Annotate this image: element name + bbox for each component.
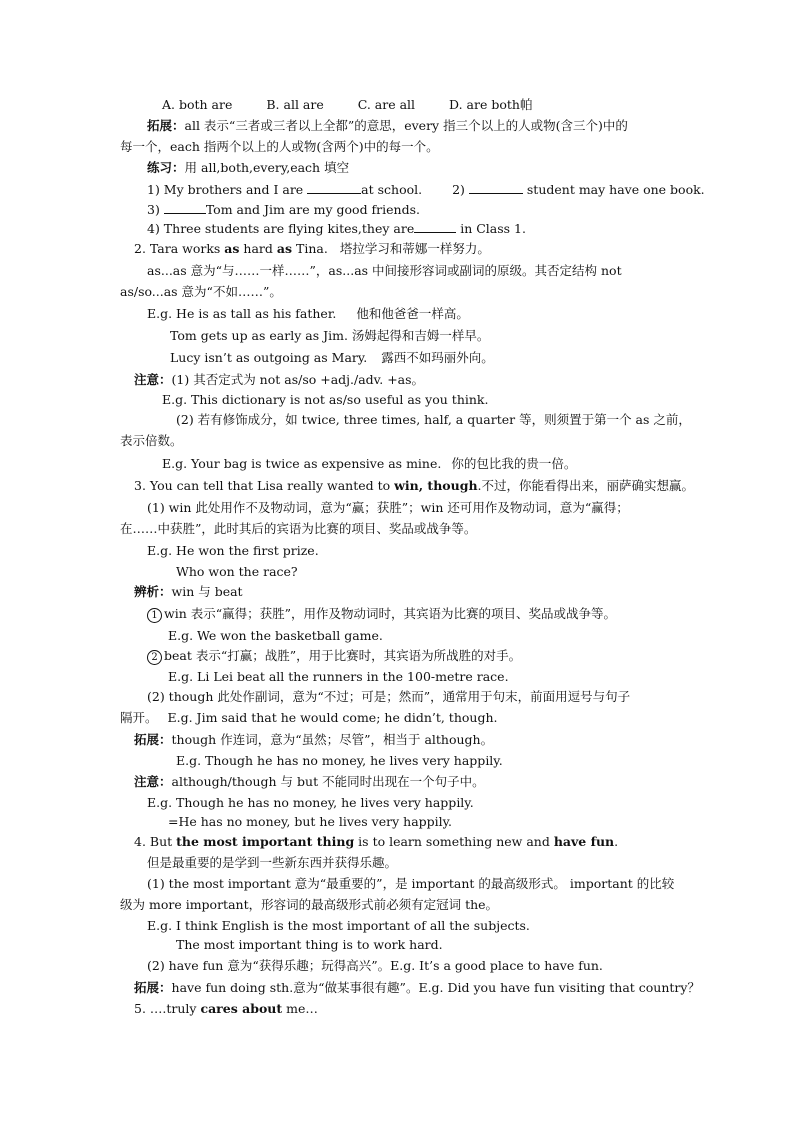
label-extension: 拓展： <box>134 732 172 747</box>
example-line: E.g. Though he has no money, he lives very happily. <box>176 753 503 768</box>
point-1: 1 win 表示“赢得；获胜”，用作及物动词时，其宾语为比赛的项目、奖品或战争等。 <box>147 606 616 623</box>
option-a: A. both are <box>162 97 233 112</box>
answer-blank <box>307 181 361 194</box>
label-note: 注意： <box>134 372 172 387</box>
label-note: 注意： <box>134 774 172 789</box>
text-line: 级为 more important，形容词的最高级形式前必须有定冠词 the。 <box>120 897 499 912</box>
example-line: Tom gets up as early as Jim. 汤姆起得和吉姆一样早。 <box>170 328 490 343</box>
text-line: as/so...as 意为“不如……”。 <box>120 284 282 299</box>
example-line: E.g. I think English is the most important of all the subjects. <box>147 918 530 933</box>
label-exercise: 练习： <box>147 160 185 175</box>
text-line: as...as 意为“与……一样……”，as...as 中间接形容词或副词的原级。其否定结构 not <box>147 263 622 278</box>
answer-blank <box>414 220 456 233</box>
example-line: E.g. Your bag is twice as expensive as mine. 你的包比我的贵一倍。 <box>162 456 577 471</box>
text-line: 在……中获胜”，此时其后的宾语为比赛的项目、奖品或战争等。 <box>120 521 477 536</box>
example-line: Lucy isn’t as outgoing as Mary. 露西不如玛丽外向。 <box>170 350 494 365</box>
translation-line: 但是最重要的是学到一些新东西并获得乐趣。 <box>147 855 398 870</box>
extension-all-every: 拓展：all 表示“三者或三者以上全都”的意思，every 指三个以上的人或物(含三个)中的 <box>147 118 628 133</box>
note-line: 注意：(1) 其否定式为 not as/so +adj./adv. +as。 <box>134 372 425 387</box>
example-line: E.g. Li Lei beat all the runners in the 100-metre race. <box>168 669 509 684</box>
example-line: The most important thing is to work hard. <box>176 937 443 952</box>
circled-number-2: 2 <box>147 650 162 665</box>
example-line: E.g. Though he has no money, he lives very happily. <box>147 795 474 810</box>
extension-have-fun: 拓展：have fun doing sth.意为“做某事很有趣”。E.g. Did you have fun visiting that country？ <box>134 980 700 995</box>
item-3-heading: 3. You can tell that Lisa really wanted to win, though.不过，你能看得出来，丽萨确实想赢。 <box>134 478 695 493</box>
item-2-heading: 2. Tara works as hard as Tina. 塔拉学习和蒂娜一样努力。 <box>134 241 490 256</box>
point-2: 2 beat 表示“打赢；战胜”，用于比赛时，其宾语为所战胜的对手。 <box>147 648 521 665</box>
text-line: (1) the most important 意为“最重要的”，是 important 的最高级形式。 important 的比较 <box>147 876 675 891</box>
answer-blank <box>469 181 523 194</box>
text-line: (2) 若有修饰成分，如 twice, three times, half, a quarter 等，则须置于第一个 as 之前， <box>176 412 691 427</box>
exercise-item-3: 3) Tom and Jim are my good friends. <box>147 202 420 217</box>
discrimination-heading: 辨析：win 与 beat <box>134 584 243 599</box>
circled-number-1: 1 <box>147 608 162 623</box>
exercise-item-1-2: 1) My brothers and I are at school. 2) student may have one book. <box>147 182 705 197</box>
answer-blank <box>164 201 206 214</box>
example-line: =He has no money, but he lives very happily. <box>168 814 453 829</box>
text-line: (2) have fun 意为“获得乐趣；玩得高兴”。E.g. It’s a good place to have fun. <box>147 958 603 973</box>
example-line: E.g. He is as tall as his father. 他和他爸爸一样高。 <box>147 306 469 321</box>
item-5-heading: 5. ….truly cares about me… <box>134 1001 318 1016</box>
example-line: Who won the race? <box>176 564 298 579</box>
option-c: C. are all <box>357 97 416 112</box>
text-line: (1) win 此处用作不及物动词，意为“赢；获胜”；win 还可用作及物动词，意为“赢得； <box>147 500 629 515</box>
example-line: E.g. This dictionary is not as/so useful as you think. <box>162 392 489 407</box>
label-discrimination: 辨析： <box>134 584 172 599</box>
text-line: 隔开。 E.g. Jim said that he would come; he didn’t, though. <box>120 710 498 725</box>
text-line: 每一个，each 指两个以上的人或物(含两个)中的每一个。 <box>120 139 439 154</box>
note-line: 注意：although/though 与 but 不能同时出现在一个句子中。 <box>134 774 485 789</box>
choice-options <box>162 97 532 113</box>
text-line: (2) though 此处作副词，意为“不过；可是；然而”，通常用于句末，前面用逗号与句子 <box>147 689 631 704</box>
exercise-heading: 练习：用 all,both,every,each 填空 <box>147 160 350 175</box>
extension-though: 拓展：though 作连词，意为“虽然；尽管”，相当于 although。 <box>134 732 494 747</box>
option-d: D. are both帕 <box>449 97 533 112</box>
label-extension: 拓展： <box>147 118 185 133</box>
text-line: 表示倍数。 <box>120 433 183 448</box>
item-4-heading: 4. But the most important thing is to learn something new and have fun. <box>134 834 619 849</box>
exercise-item-4: 4) Three students are flying kites,they are in Class 1. <box>147 221 526 236</box>
label-extension: 拓展： <box>134 980 172 995</box>
example-line: E.g. He won the first prize. <box>147 543 319 558</box>
option-b: B. all are <box>266 97 324 112</box>
example-line: E.g. We won the basketball game. <box>168 628 383 643</box>
